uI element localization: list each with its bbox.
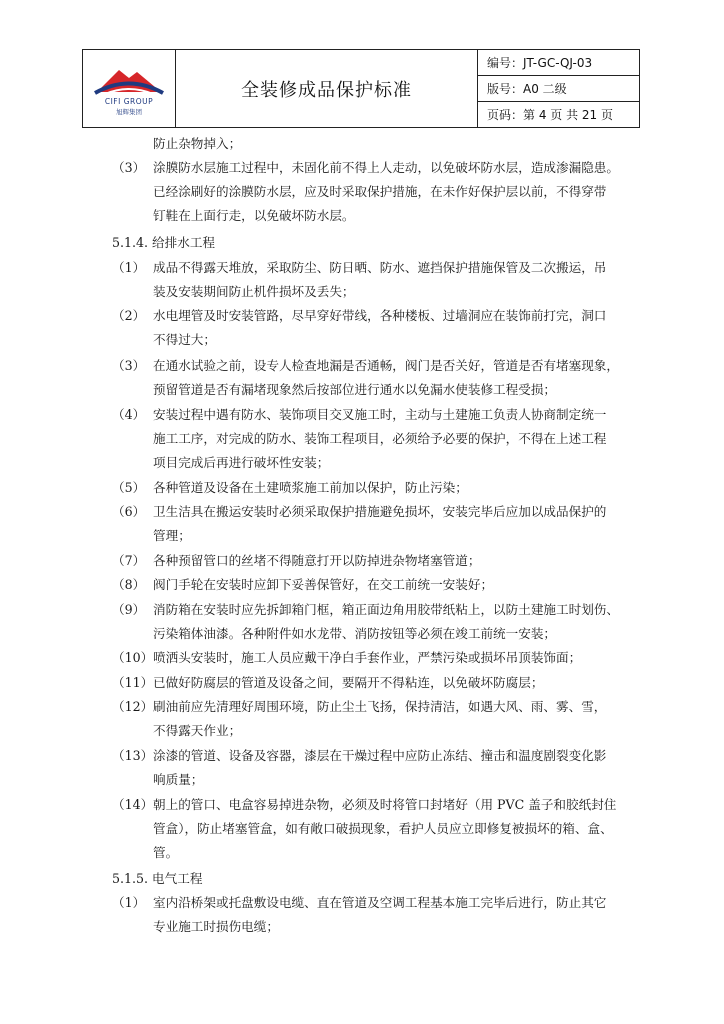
document-version: 版号：A0 二级 <box>478 75 639 101</box>
body-line: 成品不得露天堆放，采取防尘、防日晒、防水、遮挡保护措施保管及二次搬运，吊 <box>153 260 607 275</box>
body-line: 阀门手轮在安装时应卸下妥善保管好，在交工前统一安装好； <box>153 577 494 592</box>
body-line: 施工工序，对完成的防水、装饰工程项目，必须给予必要的保护，不得在上述工程 <box>153 431 607 446</box>
body-line: 管理； <box>153 528 191 543</box>
body-line: 在通水试验之前，设专人检查地漏是否通畅，阀门是否关好，管道是否有堵塞现象， <box>153 358 619 373</box>
document-title: 全装修成品保护标准 <box>176 50 478 127</box>
body-line: 污染箱体油漆。各种附件如水龙带、消防按钮等必须在竣工前统一安装； <box>153 626 556 641</box>
body-line: 装及安装期间防止机件损坏及丢失； <box>153 284 355 299</box>
body-line: 预留管道是否有漏堵现象然后按部位进行通水以免漏水使装修工程受损； <box>153 382 556 397</box>
logo-text-en: CIFI GROUP <box>104 97 154 106</box>
document-code: 编号：JT-GC-QJ-03 <box>487 56 593 70</box>
document-header <box>82 49 640 128</box>
item-number: （12） <box>112 699 154 714</box>
page-indicator: 页码：第 4 页 共 21 页 <box>478 101 639 127</box>
body-line: 各种预留管口的丝堵不得随意打开以防掉进杂物堵塞管道； <box>153 553 481 568</box>
body-line: 喷洒头安装时，施工人员应戴干净白手套作业，严禁污染或损坏吊顶装饰面； <box>153 650 582 665</box>
item-number: （11） <box>112 675 154 690</box>
cifi-logo-icon <box>91 62 167 96</box>
body-line: 管。 <box>153 845 179 860</box>
body-line: 室内沿桥架或托盘敷设电缆、直在管道及空调工程基本施工完毕后进行，防止其它 <box>153 895 607 910</box>
body-line: 响质量； <box>153 772 204 787</box>
item-number: （13） <box>112 748 154 763</box>
body-line: 涂漆的管道、设备及容器，漆层在干燥过程中应防止冻结、撞击和温度剧裂变化影 <box>153 748 607 763</box>
body-line: 已做好防腐层的管道及设备之间，要隔开不得粘连，以免破坏防腐层； <box>153 675 544 690</box>
item-number: （3） <box>112 160 146 175</box>
body-line: 朝上的管口、电盒容易掉进杂物，必须及时将管口封堵好（用 PVC 盖子和胶纸封住 <box>153 797 617 812</box>
body-line: 涂膜防水层施工过程中，未固化前不得上人走动，以免破坏防水层，造成渗漏隐患。 <box>153 160 619 175</box>
body-line: 钉鞋在上面行走，以免破坏防水层。 <box>153 208 355 223</box>
body-line: 卫生洁具在搬运安装时必须采取保护措施避免损坏，安装完毕后应加以成品保护的 <box>153 504 607 519</box>
section-heading: 5.1.4. 给排水工程 <box>112 235 216 250</box>
body-line: 刷油前应先清理好周围环境，防止尘土飞扬，保持清洁，如遇大风、雨、雾、雪， <box>153 699 607 714</box>
body-line: 已经涂刷好的涂膜防水层，应及时采取保护措施，在未作好保护层以前，不得穿带 <box>153 184 607 199</box>
body-line: 各种管道及设备在土建喷浆施工前加以保护，防止污染； <box>153 480 468 495</box>
body-line: 安装过程中遇有防水、装饰项目交叉施工时，主动与土建施工负责人协商制定统一 <box>153 407 607 422</box>
item-number: （1） <box>112 260 146 275</box>
item-number: （6） <box>112 504 146 519</box>
body-line: 水电埋管及时安装管路，尽早穿好带线，各种楼板、过墙洞应在装饰前打完，洞口 <box>153 308 607 323</box>
section-heading: 5.1.5. 电气工程 <box>112 871 203 886</box>
item-number: （4） <box>112 407 146 422</box>
body-line: 管盒），防止堵塞管盒，如有敞口破损现象，看护人员应立即修复被损坏的箱、盒、 <box>153 821 613 836</box>
logo-text-cn: 旭辉集团 <box>116 108 142 116</box>
item-number: （14） <box>112 797 154 812</box>
document-meta <box>478 50 639 127</box>
item-number: （9） <box>112 602 146 617</box>
item-number: （3） <box>112 358 146 373</box>
item-number: （5） <box>112 480 146 495</box>
item-number: （8） <box>112 577 146 592</box>
body-line: 专业施工时损伤电缆； <box>153 919 279 934</box>
item-number: （7） <box>112 553 146 568</box>
body-line: 不得露天作业； <box>153 723 242 738</box>
company-logo <box>83 50 176 127</box>
body-line: 防止杂物掉入； <box>153 136 242 151</box>
body-line: 不得过大； <box>153 332 216 347</box>
item-number: （2） <box>112 308 146 323</box>
item-number: （1） <box>112 895 146 910</box>
body-line: 项目完成后再进行破坏性安装； <box>153 455 330 470</box>
body-line: 消防箱在安装时应先拆卸箱门框，箱正面边角用胶带纸粘上，以防土建施工时划伤、 <box>153 602 619 617</box>
item-number: （10） <box>112 650 154 665</box>
